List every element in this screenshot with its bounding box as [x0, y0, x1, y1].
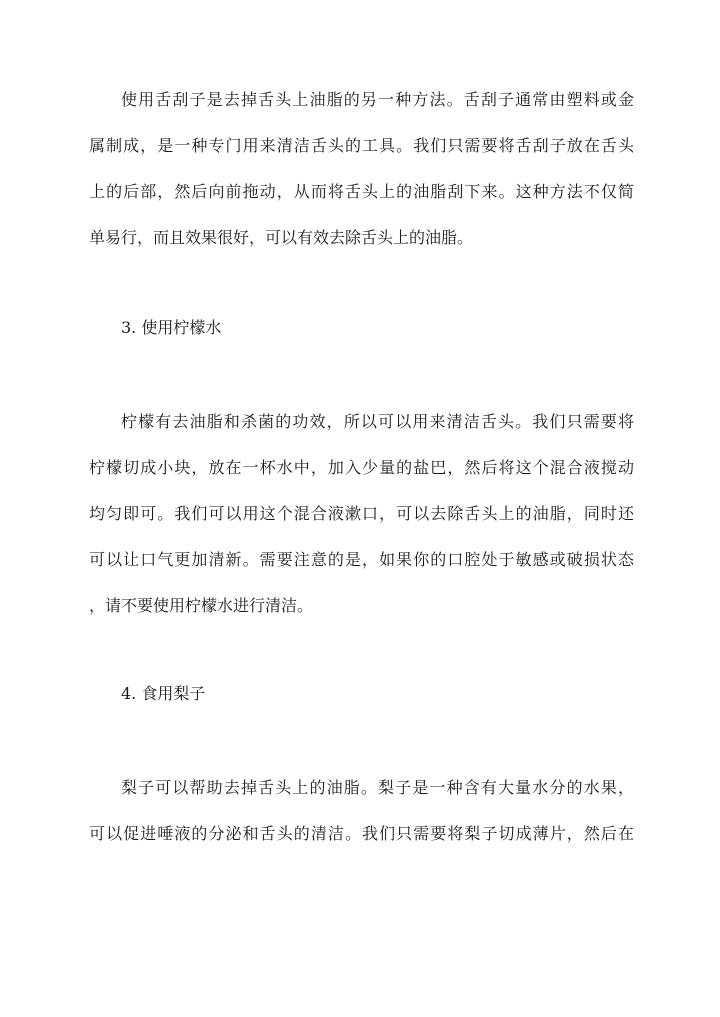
paragraph-1-line-3: 上的后部，然后向前拖动，从而将舌头上的油脂刮下来。这种方法不仅简	[89, 182, 634, 201]
paragraph-2-line-3: 均匀即可。我们可以用这个混合液漱口，可以去除舌头上的油脂，同时还	[89, 504, 634, 523]
paragraph-2-line-5: ，请不要使用柠檬水进行清洁。	[89, 596, 314, 615]
paragraph-2-line-4: 可以让口气更加清新。需要注意的是，如果你的口腔处于敏感或破损状态	[89, 550, 634, 569]
section-heading-3: 3. 使用柠檬水	[121, 318, 222, 337]
paragraph-2-line-1: 柠檬有去油脂和杀菌的功效，所以可以用来清洁舌头。我们只需要将	[121, 412, 634, 431]
section-heading-4: 4. 食用梨子	[121, 684, 206, 703]
paragraph-1-line-1: 使用舌刮子是去掉舌头上油脂的另一种方法。舌刮子通常由塑料或金	[121, 90, 634, 109]
paragraph-1-line-2: 属制成，是一种专门用来清洁舌头的工具。我们只需要将舌刮子放在舌头	[89, 136, 634, 155]
paragraph-3-line-2: 可以促进唾液的分泌和舌头的清洁。我们只需要将梨子切成薄片，然后在	[89, 824, 634, 843]
paragraph-1-line-4: 单易行，而且效果很好，可以有效去除舌头上的油脂。	[89, 228, 474, 247]
paragraph-2-line-2: 柠檬切成小块，放在一杯水中，加入少量的盐巴，然后将这个混合液搅动	[89, 458, 634, 477]
paragraph-3-line-1: 梨子可以帮助去掉舌头上的油脂。梨子是一种含有大量水分的水果，	[121, 778, 634, 797]
